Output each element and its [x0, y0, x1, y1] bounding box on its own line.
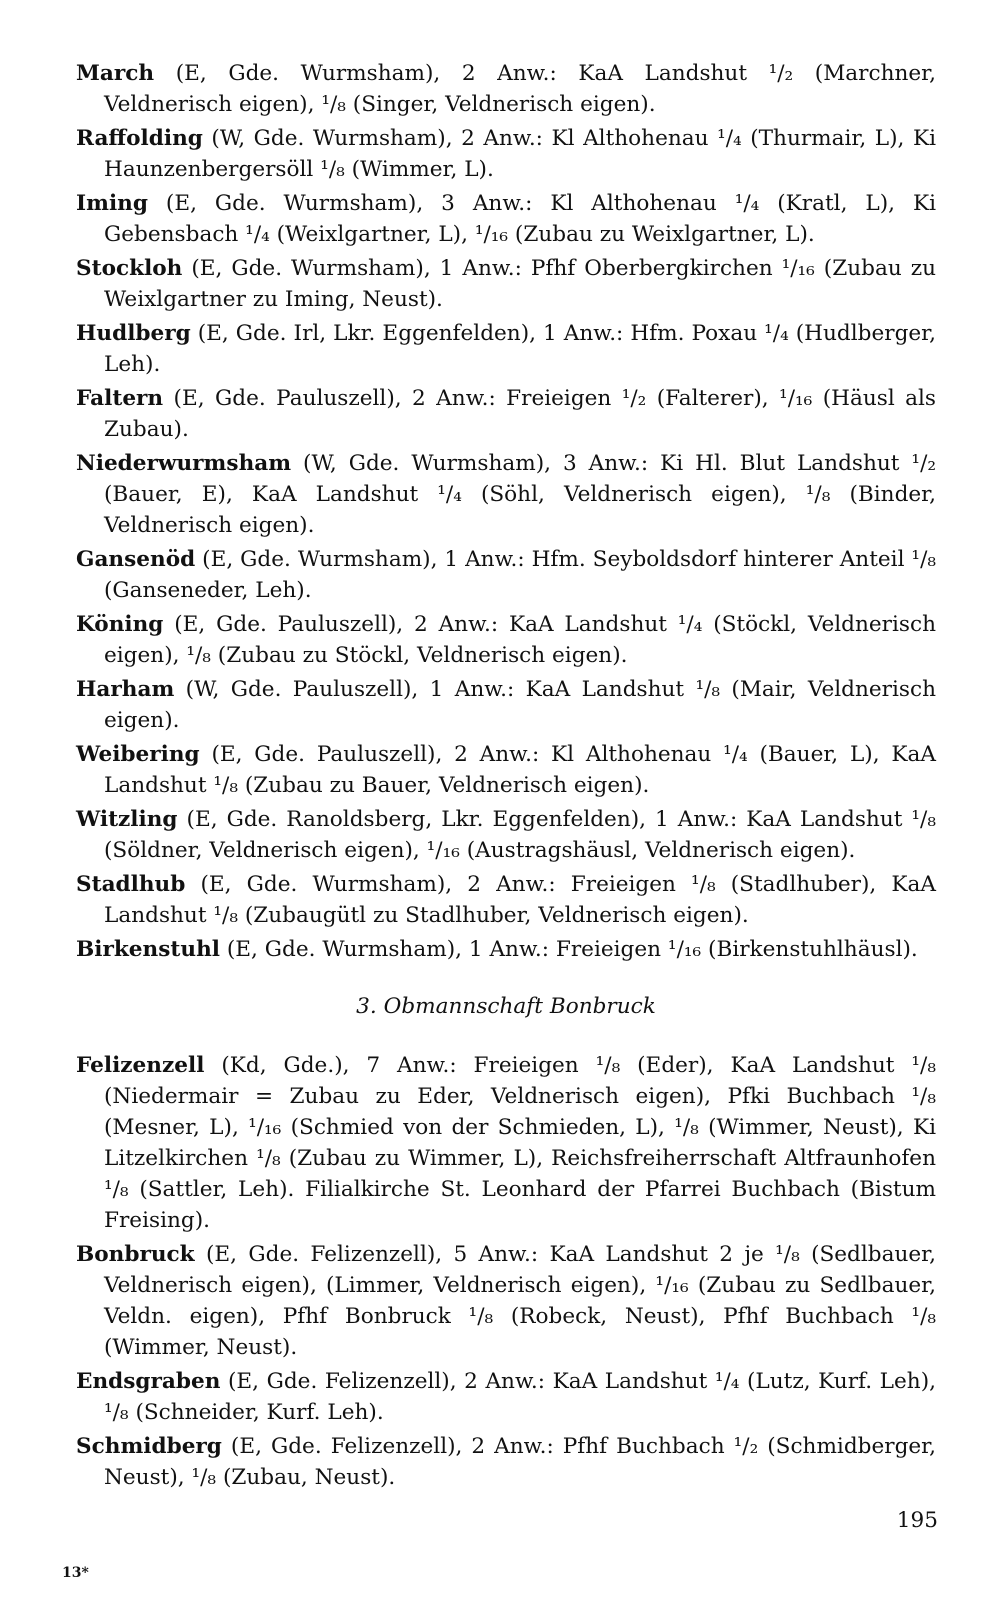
- page-number: 195: [896, 1508, 938, 1533]
- entry-text: (E, Gde. Wurmsham), 3 Anw.: Kl Althohenau ¹/₄ (Kratl, L), Ki Gebensbach ¹/₄ (Weixlgartner, L), ¹/₁₆ (Zubau zu Weixlgartner, L).: [104, 191, 936, 247]
- place-name: Witzling: [76, 807, 178, 832]
- entry-text: (Kd, Gde.), 7 Anw.: Freieigen ¹/₈ (Eder), KaA Landshut ¹/₈ (Niedermair = Zubau zu Eder, Veldnerisch eigen), Pfki Buchbach ¹/₈ (Mesner, L), ¹/₁₆ (Schmied von der Schmieden, L), ¹/₈ (Wimmer, Neust), Ki Litzelkirchen ¹/₈ (Zubau zu Wimmer, L), Reichsfreiherrschaft Altfraunhofen ¹/₈ (Sattler, Leh). Filialkirche St. Leonhard der Pfarrei Buchbach (Bistum Freising).: [104, 1053, 936, 1233]
- signature-mark: 13*: [62, 1565, 89, 1581]
- place-name: Birkenstuhl: [76, 937, 220, 962]
- entry-hudlberg: [76, 318, 936, 380]
- entry-raffolding: [76, 123, 936, 185]
- entry-text: (E, Gde. Ranoldsberg, Lkr. Eggenfelden), 1 Anw.: KaA Landshut ¹/₈ (Söldner, Veldnerisch eigen), ¹/₁₆ (Austragshäusl, Veldnerisch eigen).: [104, 807, 936, 863]
- entry-felizenzell: [76, 1050, 936, 1236]
- entry-harham: [76, 674, 936, 736]
- entry-birkenstuhl: [76, 934, 936, 965]
- entry-stadlhub: [76, 869, 936, 931]
- entry-niederwurmsham: [76, 448, 936, 541]
- entry-stockloh: [76, 253, 936, 315]
- entry-text: (E, Gde. Wurmsham), 1 Anw.: Hfm. Seyboldsdorf hinterer Anteil ¹/₈ (Ganseneder, Leh).: [104, 547, 936, 603]
- entry-witzling: [76, 804, 936, 866]
- place-name: Endsgraben: [76, 1369, 221, 1394]
- place-name: Harham: [76, 677, 175, 702]
- section-heading: 3. Obmannschaft Bonbruck: [356, 994, 656, 1019]
- entry-schmidberg: [76, 1431, 936, 1493]
- entry-text: (E, Gde. Wurmsham), 2 Anw.: KaA Landshut ¹/₂ (Marchner, Veldnerisch eigen), ¹/₈ (Singer, Veldnerisch eigen).: [104, 61, 936, 117]
- entry-march: [76, 58, 936, 120]
- place-name: Niederwurmsham: [76, 451, 292, 476]
- entry-koening: [76, 609, 936, 671]
- entry-iming: [76, 188, 936, 250]
- entry-text: (E, Gde. Pauluszell), 2 Anw.: Kl Althohenau ¹/₄ (Bauer, L), KaA Landshut ¹/₈ (Zubau zu Bauer, Veldnerisch eigen).: [104, 742, 936, 798]
- entry-weibering: [76, 739, 936, 801]
- place-name: Schmidberg: [76, 1434, 222, 1459]
- place-name: Stadlhub: [76, 872, 186, 897]
- entry-text: (E, Gde. Felizenzell), 2 Anw.: Pfhf Buchbach ¹/₂ (Schmidberger, Neust), ¹/₈ (Zubau, Neust).: [104, 1434, 936, 1490]
- place-name: Iming: [76, 191, 148, 216]
- place-name: Bonbruck: [76, 1242, 195, 1267]
- entry-text: (E, Gde. Irl, Lkr. Eggenfelden), 1 Anw.: Hfm. Poxau ¹/₄ (Hudlberger, Leh).: [104, 321, 936, 377]
- place-name: Hudlberg: [76, 321, 191, 346]
- entry-bonbruck: [76, 1239, 936, 1363]
- entries-list: [76, 58, 936, 1496]
- entry-text: (W, Gde. Pauluszell), 1 Anw.: KaA Landshut ¹/₈ (Mair, Veldnerisch eigen).: [104, 677, 936, 733]
- entry-text: (E, Gde. Wurmsham), 1 Anw.: Freieigen ¹/₁₆ (Birkenstuhlhäusl).: [219, 937, 918, 962]
- entry-text: (W, Gde. Wurmsham), 3 Anw.: Ki Hl. Blut Landshut ¹/₂ (Bauer, E), KaA Landshut ¹/₄ (Söhl, Veldnerisch eigen), ¹/₈ (Binder, Veldnerisch eigen).: [104, 451, 936, 538]
- entry-text: (E, Gde. Pauluszell), 2 Anw.: KaA Landshut ¹/₄ (Stöckl, Veldnerisch eigen), ¹/₈ (Zubau zu Stöckl, Veldnerisch eigen).: [104, 612, 936, 668]
- entry-text: (E, Gde. Felizenzell), 2 Anw.: KaA Landshut ¹/₄ (Lutz, Kurf. Leh), ¹/₈ (Schneider, Kurf. Leh).: [104, 1369, 936, 1425]
- place-name: Felizenzell: [76, 1053, 205, 1078]
- place-name: Stockloh: [76, 256, 183, 281]
- entry-faltern: [76, 383, 936, 445]
- place-name: March: [76, 61, 155, 86]
- entry-gansenoed: [76, 544, 936, 606]
- place-name: Faltern: [76, 386, 164, 411]
- entry-text: (E, Gde. Wurmsham), 2 Anw.: Freieigen ¹/₈ (Stadlhuber), KaA Landshut ¹/₈ (Zubaugütl zu Stadlhuber, Veldnerisch eigen).: [104, 872, 936, 928]
- entry-endsgraben: [76, 1366, 936, 1428]
- entry-text: (E, Gde. Pauluszell), 2 Anw.: Freieigen ¹/₂ (Falterer), ¹/₁₆ (Häusl als Zubau).: [104, 386, 936, 442]
- place-name: Köning: [76, 612, 164, 637]
- place-name: Weibering: [76, 742, 200, 767]
- place-name: Raffolding: [76, 126, 203, 151]
- place-name: Gansenöd: [76, 547, 196, 572]
- entry-text: (W, Gde. Wurmsham), 2 Anw.: Kl Althohenau ¹/₄ (Thurmair, L), Ki Haunzenbergersöll ¹/₈ (Wimmer, L).: [104, 126, 936, 182]
- entry-text: (E, Gde. Wurmsham), 1 Anw.: Pfhf Oberbergkirchen ¹/₁₆ (Zubau zu Weixlgartner zu Iming, Neust).: [104, 256, 936, 312]
- entry-text: (E, Gde. Felizenzell), 5 Anw.: KaA Landshut 2 je ¹/₈ (Sedlbauer, Veldnerisch eigen), (Limmer, Veldnerisch eigen), ¹/₁₆ (Zubau zu Sedlbauer, Veldn. eigen), Pfhf Bonbruck ¹/₈ (Robeck, Neust), Pfhf Buchbach ¹/₈ (Wimmer, Neust).: [104, 1242, 936, 1360]
